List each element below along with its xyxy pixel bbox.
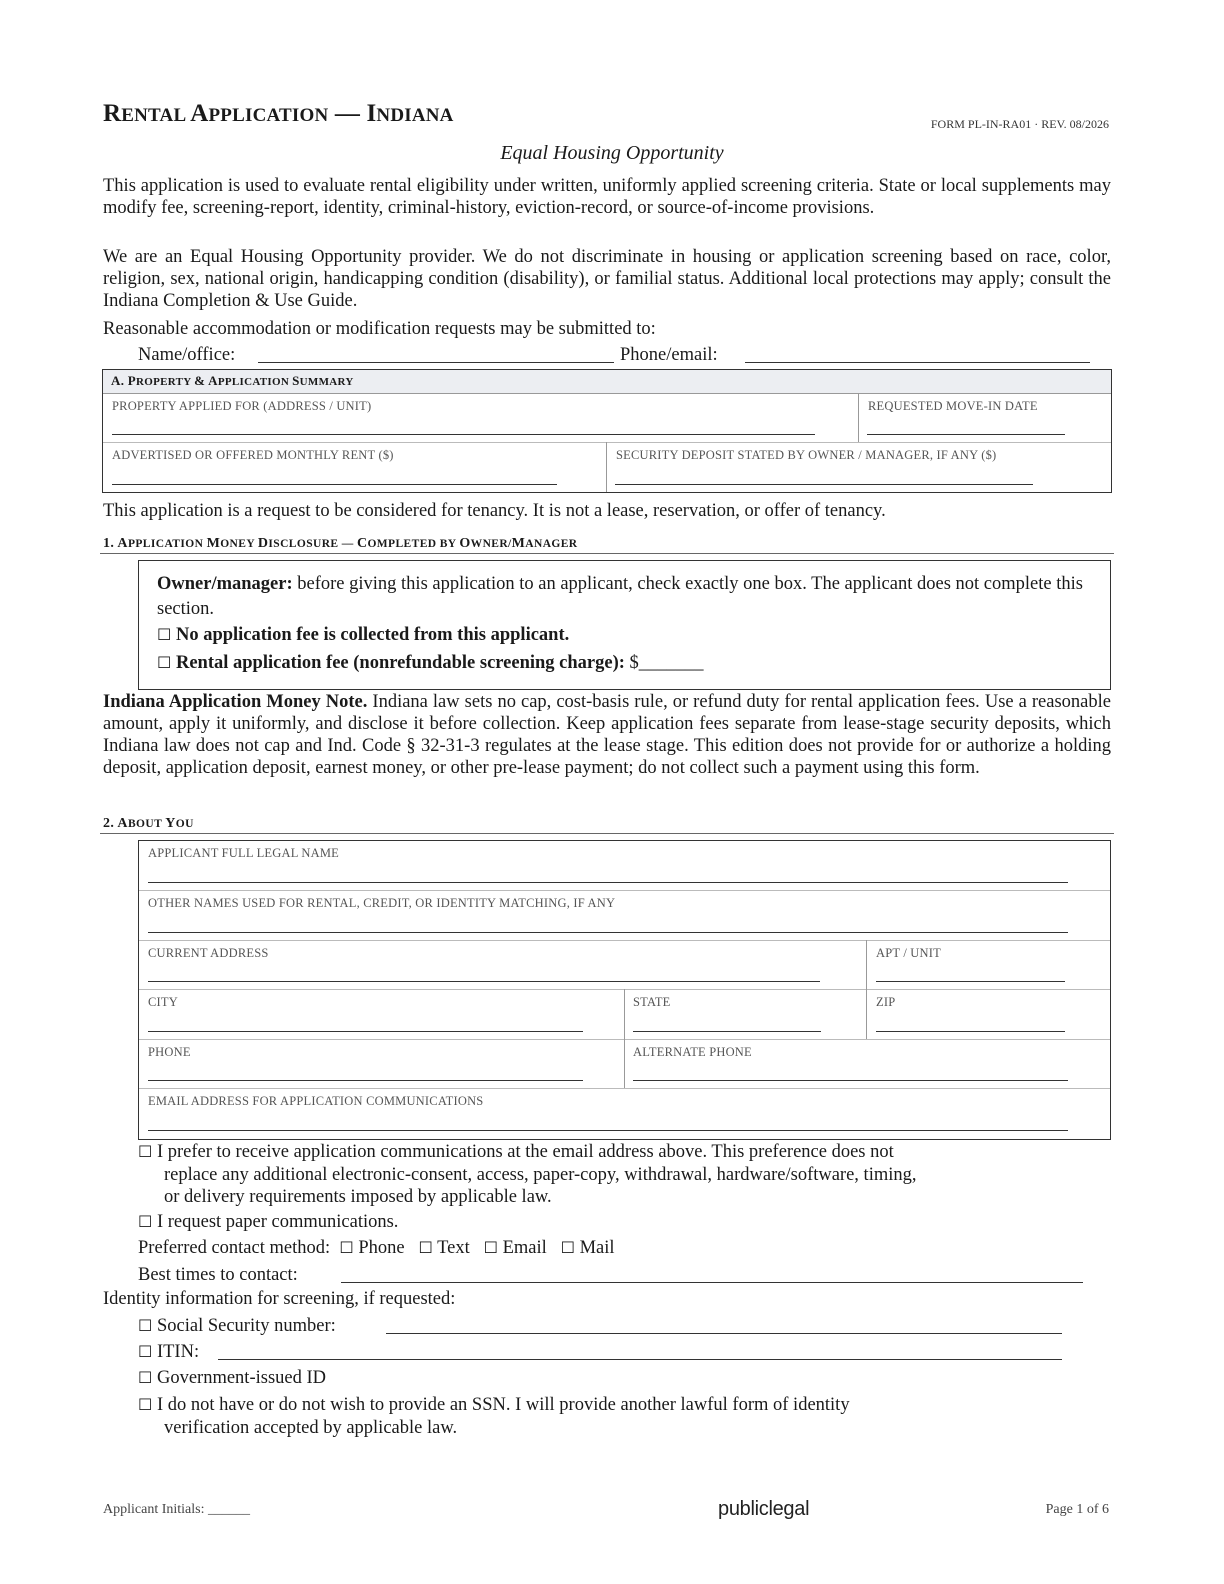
accommodation-name-label: Name/office: [138,345,236,365]
title-part: PPLICATION [208,105,329,126]
alt-phone-label: ALTERNATE PHONE [633,1045,752,1059]
no-ssn-option[interactable]: ☐ I do not have or do not wish to provide an SSN. I will provide another lawful form of identity [138,1395,850,1415]
deposit-label: SECURITY DEPOSIT STATED BY OWNER / MANAGER, IF ANY ($) [616,448,997,462]
accommodation-phone-field[interactable] [745,362,1090,363]
property-summary-box [102,369,1112,493]
email-field[interactable] [148,1130,1068,1131]
contact-method-row [138,1237,615,1259]
state-label: STATE [633,995,671,1009]
phone-label: PHONE [148,1045,191,1059]
itin-field[interactable] [218,1359,1062,1360]
divider [139,890,1110,891]
divider [139,940,1110,941]
title-letter: A [190,100,209,127]
other-names-label: OTHER NAMES USED FOR RENTAL, CREDIT, OR IDENTITY MATCHING, IF ANY [148,896,616,910]
gov-id-option[interactable]: ☐ Government-issued ID [138,1368,326,1388]
full-name-field[interactable] [148,882,1068,883]
applicant-initials: Applicant Initials: ______ [103,1502,250,1517]
empty-checkbox-icon[interactable]: ☐ [138,1368,153,1387]
section-a-heading: A. PROPERTY & APPLICATION SUMMARY [103,370,1111,394]
divider [103,442,1111,443]
property-label: PROPERTY APPLIED FOR (ADDRESS / UNIT) [112,399,372,413]
no-fee-option[interactable]: ☐ No application fee is collected from this applicant. [157,625,570,645]
property-field[interactable] [112,434,815,435]
paper-preference[interactable]: ☐ I request paper communications. [138,1212,399,1232]
title-part: ENTAL [121,105,191,126]
email-preference-cont: replace any additional electronic-consent, access, paper-copy, withdrawal, hardware/software, timing, [164,1165,917,1185]
apt-label: APT / UNIT [876,946,941,960]
divider [858,393,859,442]
owner-instruction: Owner/manager: before giving this application to an applicant, check exactly one box. The applicant does not complete this section. [157,574,1083,619]
other-names-field[interactable] [148,932,1068,933]
fee-amount-field: $_______ [629,653,704,673]
contact-text-option: Text [437,1238,470,1258]
page-title [103,100,454,128]
full-name-label: APPLICANT FULL LEGAL NAME [148,846,339,860]
identity-heading: Identity information for screening, if requested: [103,1289,456,1309]
title-part: NDIANA [376,105,454,126]
zip-label: ZIP [876,995,896,1009]
intro-paragraph-1: This application is used to evaluate rental eligibility under written, uniformly applied screening criteria. State or local supplements may modify fee, screening-report, identity, criminal-history, eviction-record, or source-of-income provisions. [103,176,1111,218]
deposit-field[interactable] [615,484,1033,485]
ssn-field[interactable] [386,1333,1062,1334]
movein-label: REQUESTED MOVE-IN DATE [868,399,1038,413]
contact-mail-option: Mail [579,1238,615,1258]
title-letter: R [103,100,122,127]
empty-checkbox-icon[interactable]: ☐ [138,1142,153,1161]
indiana-money-note: Indiana Application Money Note. Indiana law sets no cap, cost-basis rule, or refund duty for rental application fees. Use a reasonable amount, apply it uniformly, and disclose it before collection. Keep application fees separate from lease-stage security deposits, which Indiana law does not cap and Ind. Code § 32-31-3 regulates at the lease stage. This edition does not provide for or authorize a holding deposit, application deposit, earnest money, or other pre-lease payment; do not collect such a payment using this form. [103,692,1111,778]
request-note: This application is a request to be considered for tenancy. It is not a lease, reservation, or offer of tenancy. [103,501,886,521]
contact-phone-option: Phone [358,1238,405,1258]
accommodation-name-field[interactable] [258,362,614,363]
contact-email-option: Email [502,1238,547,1258]
apt-field[interactable] [876,981,1065,982]
movein-field[interactable] [867,434,1065,435]
city-field[interactable] [148,1031,583,1032]
divider [606,442,607,492]
no-ssn-option-cont: verification accepted by applicable law. [164,1418,458,1438]
accommodation-phone-label: Phone/email: [620,345,718,365]
section-1-heading: 1. APPLICATION MONEY DISCLOSURE — COMPLETED BY OWNER/MANAGER [103,536,578,551]
address-field[interactable] [148,981,820,982]
section-rule [100,553,1114,554]
itin-option[interactable]: ☐ ITIN: [138,1342,200,1362]
empty-checkbox-icon[interactable]: ☐ [138,1316,153,1335]
divider [624,989,625,1088]
best-times-label: Best times to contact: [138,1265,298,1285]
title-letter: — I [328,100,377,127]
empty-checkbox-icon[interactable]: ☐ [157,653,172,672]
section-rule [100,833,1114,834]
empty-checkbox-icon[interactable]: ☐ [138,1395,153,1414]
alt-phone-field[interactable] [633,1080,1068,1081]
best-times-field[interactable] [341,1282,1083,1283]
phone-field[interactable] [148,1080,583,1081]
address-label: CURRENT ADDRESS [148,946,269,960]
divider [139,1088,1110,1089]
email-preference-cont: or delivery requirements imposed by applicable law. [164,1187,552,1207]
email-label: EMAIL ADDRESS FOR APPLICATION COMMUNICATIONS [148,1094,484,1108]
intro-paragraph-3: Reasonable accommodation or modification requests may be submitted to: [103,319,656,339]
fee-option[interactable]: ☐ Rental application fee (nonrefundable screening charge): $_______ [157,653,704,673]
empty-checkbox-icon[interactable]: ☐ [483,1238,498,1257]
zip-field[interactable] [876,1031,1065,1032]
empty-checkbox-icon[interactable]: ☐ [339,1238,354,1257]
intro-paragraph-2: We are an Equal Housing Opportunity provider. We do not discriminate in housing or application screening based on race, color, religion, sex, national origin, handicapping condition (disability), or familial status. Additional local protections may apply; consult the Indiana Completion & Use Guide. [103,247,1111,311]
rent-label: ADVERTISED OR OFFERED MONTHLY RENT ($) [112,448,394,462]
empty-checkbox-icon[interactable]: ☐ [560,1238,575,1257]
form-number: FORM PL-IN-RA01 · REV. 08/2026 [930,117,1109,131]
rent-field[interactable] [112,484,557,485]
publiclegal-logo: publiclegal [718,1498,810,1520]
section-2-heading: 2. ABOUT YOU [103,816,194,831]
empty-checkbox-icon[interactable]: ☐ [138,1342,153,1361]
ssn-option[interactable]: ☐ Social Security number: [138,1316,336,1336]
subtitle: Equal Housing Opportunity [500,142,724,164]
empty-checkbox-icon[interactable]: ☐ [138,1212,153,1231]
divider [866,940,867,1039]
empty-checkbox-icon[interactable]: ☐ [418,1238,433,1257]
empty-checkbox-icon[interactable]: ☐ [157,625,172,644]
page-number: Page 1 of 6 [1045,1502,1109,1517]
contact-method-label: Preferred contact method: [138,1238,331,1258]
email-preference[interactable]: ☐ I prefer to receive application communications at the email address above. This preference does not [138,1142,894,1162]
state-field[interactable] [633,1031,821,1032]
city-label: CITY [148,995,178,1009]
